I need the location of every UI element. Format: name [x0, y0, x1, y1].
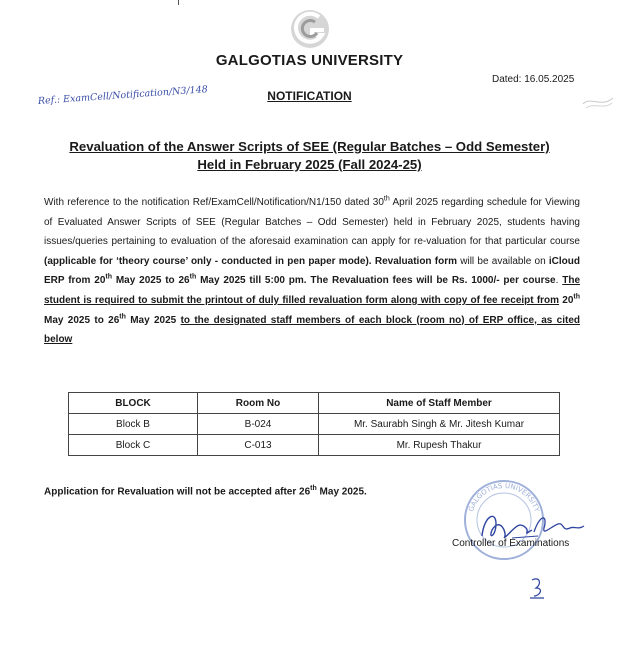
deadline-notice: Application for Revaluation will not be accepted after 26th May 2025. — [44, 485, 367, 498]
initials — [526, 574, 548, 600]
university-logo-icon — [288, 8, 332, 50]
document-title — [0, 138, 619, 174]
notice-body: With reference to the notification Ref/ExamCell/Notification/N1/150 dated 30th April 2025 regarding schedule for Viewing of Evaluated Answer Scripts of SEE (Regular Batches – Odd Semester) held in February 2025, students having issues/queries pertaining to evaluation of the aforesaid examination can apply for re-valuation for that particular course (applicable for ‘theory course’ only - conducted in pen paper mode). Revaluation form will be available on iCloud ERP from 20th May 2025 to 26th May 2025 till 5:00 pm. The Revaluation fees will be Rs. 1000/- per course. The student is required to submit the printout of duly filled revaluation form along with copy of fee receipt from 20th May 2025 to 26th May 2025 to the designated staff members of each block (room no) of ERP office, as cited below — [44, 195, 581, 346]
title-line-2: Held in February 2025 (Fall 2024-25) — [197, 157, 422, 172]
col-block: BLOCK — [69, 393, 198, 414]
table-row: Block B B-024 Mr. Saurabh Singh & Mr. Jitesh Kumar — [69, 414, 560, 435]
faint-stamp-mark — [580, 90, 616, 112]
submission-instruction: The student is required to submit the printout of duly filled revaluation form along with copy of fee receipt from — [44, 275, 581, 306]
handwritten-reference: Ref.: ExamCell/Notification/N3/148 — [37, 84, 209, 107]
scan-mark — [178, 0, 179, 5]
signatory-title: Controller of Examinations — [452, 538, 570, 549]
university-name: GALGOTIAS UNIVERSITY — [215, 52, 404, 69]
notification-heading: NOTIFICATION — [267, 89, 352, 103]
table-header-row — [69, 393, 560, 414]
table-row: Block C C-013 Mr. Rupesh Thakur — [69, 435, 560, 456]
date-line: Dated: 16.05.2025 — [492, 74, 575, 85]
col-room: Room No — [198, 393, 319, 414]
staff-table — [68, 392, 560, 456]
svg-text:GALGOTIAS UNIVERSITY: GALGOTIAS UNIVERSITY — [467, 481, 541, 513]
col-staff: Name of Staff Member — [319, 393, 560, 414]
title-line-1: Revaluation of the Answer Scripts of SEE (Regular Batches – Odd Semester) — [69, 139, 550, 154]
staff-instruction: to the designated staff members of each block (room no) of ERP office, as cited below — [44, 314, 580, 346]
